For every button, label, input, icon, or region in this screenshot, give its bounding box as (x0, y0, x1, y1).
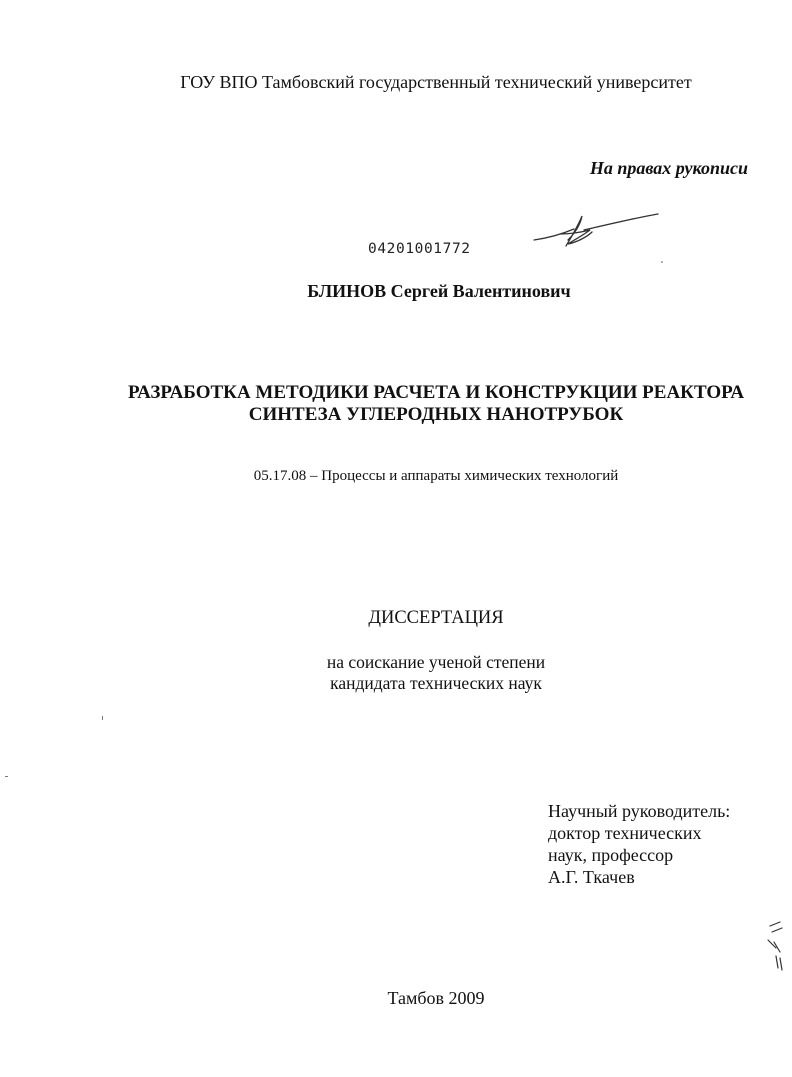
author-name: БЛИНОВ Сергей Валентинович (307, 281, 571, 301)
degree-line: на соискание ученой степени (326, 652, 546, 672)
scan-marks (762, 918, 792, 978)
supervisor-line: А.Г. Ткачев (548, 867, 635, 887)
city-and-year: Тамбов 2009 (387, 988, 485, 1008)
thesis-title-line: РАЗРАБОТКА МЕТОДИКИ РАСЧЕТА И КОНСТРУКЦИИ РЕАКТОРА (127, 382, 745, 403)
supervisor-line: доктор технических (548, 823, 702, 843)
scan-speck (5, 776, 8, 777)
supervisor-line: Научный руководитель: (548, 801, 731, 821)
document-type: ДИССЕРТАЦИЯ (368, 608, 504, 628)
inventory-number: 04201001772 (368, 241, 471, 257)
handwritten-signature (530, 204, 664, 264)
thesis-title (0, 382, 792, 426)
manuscript-rights-note: На правах рукописи (589, 158, 748, 178)
scan-speck (102, 716, 103, 720)
degree-line: кандидата технических наук (330, 673, 542, 693)
scientific-supervisor (548, 800, 730, 888)
degree-sought (0, 652, 792, 694)
thesis-title-line: СИНТЕЗА УГЛЕРОДНЫХ НАНОТРУБОК (248, 404, 624, 425)
specialty-code: 05.17.08 – Процессы и аппараты химических технологий (253, 468, 619, 484)
university-name: ГОУ ВПО Тамбовский государственный технический университет (180, 72, 692, 92)
supervisor-line: наук, профессор (548, 845, 674, 865)
